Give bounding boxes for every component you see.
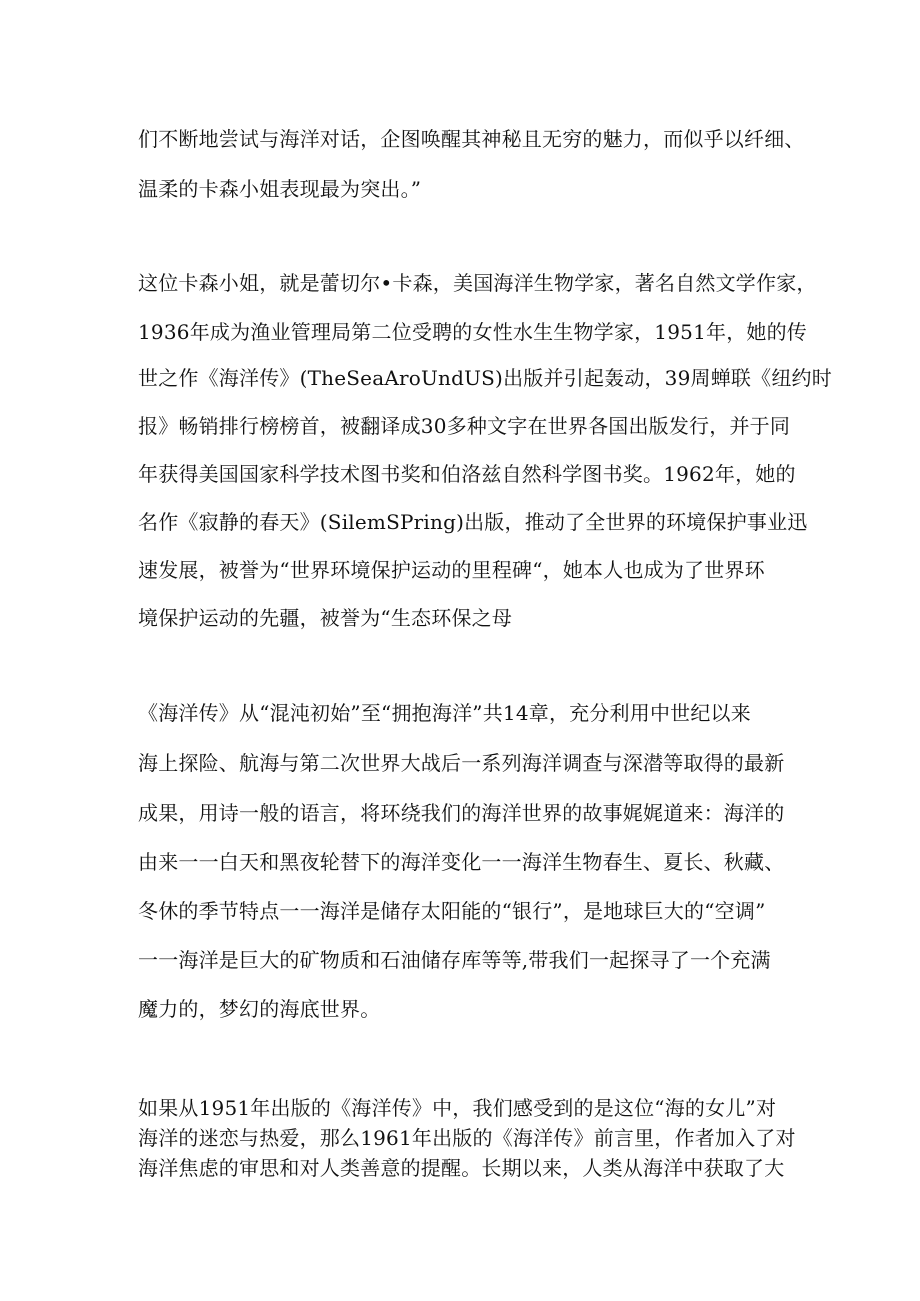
text-line: 海上探险、航海与第二次世界大战后一系列海洋调查与深潜等取得的最新 <box>138 751 785 775</box>
text-line: 1936年成为渔业管理局第二位受聘的女性水生生物学家，1951年，她的传 <box>138 320 807 344</box>
text-line: 海洋焦虑的审思和对人类善意的提醒。长期以来，人类从海洋中获取了大 <box>138 1156 785 1180</box>
text-line: 由来一一白天和黑夜轮替下的海洋变化一一海洋生物春生、夏长、秋藏、 <box>138 850 785 874</box>
text-line: 速发展，被誉为“世界环境保护运动的里程碑“，她本人也成为了世界环 <box>138 558 765 582</box>
text-line: 世之作《海洋传》(TheSeaAroUndUS)出版并引起轰动，39周蝉联《纽约时 <box>138 366 832 390</box>
text-line: 海洋的迷恋与热爱，那么1961年出版的《海洋传》前言里，作者加入了对 <box>138 1126 796 1150</box>
text-line: 名作《寂静的春天》(SilemSPring)出版，推动了全世界的环境保护事业迅 <box>138 510 808 534</box>
text-line: 冬休的季节特点一一海洋是储存太阳能的“银行”，是地球巨大的“空调” <box>138 899 766 923</box>
text-line: 报》畅销排行榜榜首，被翻译成30多种文字在世界各国出版发行，并于同 <box>138 414 791 438</box>
text-line: 成果，用诗一般的语言，将环绕我们的海洋世界的故事娓娓道来：海洋的 <box>138 801 785 825</box>
text-line: 年获得美国国家科学技术图书奖和伯洛兹自然科学图书奖。1962年，她的 <box>138 462 796 486</box>
text-line: 一一海洋是巨大的矿物质和石油储存库等等,带我们一起探寻了一个充满 <box>138 948 771 972</box>
text-line: 这位卡森小姐，就是蕾切尔•卡森，美国海洋生物学家，著名自然文学作家， <box>138 271 817 295</box>
text-line: 《海洋传》从“混沌初始”至“拥抱海洋”共14章，充分利用中世纪以来 <box>138 701 751 725</box>
text-line: 如果从1951年出版的《海洋传》中，我们感受到的是这位“海的女儿”对 <box>138 1096 777 1120</box>
text-line: 们不断地尝试与海洋对话，企图唤醒其神秘且无穷的魅力，而似乎以纤细、 <box>138 127 805 151</box>
text-line: 境保护运动的先疆，被誉为“生态环保之母 <box>138 606 513 630</box>
text-line: 温柔的卡森小姐表现最为突出。” <box>138 177 422 201</box>
text-line: 魔力的，梦幻的海底世界。 <box>138 997 381 1021</box>
